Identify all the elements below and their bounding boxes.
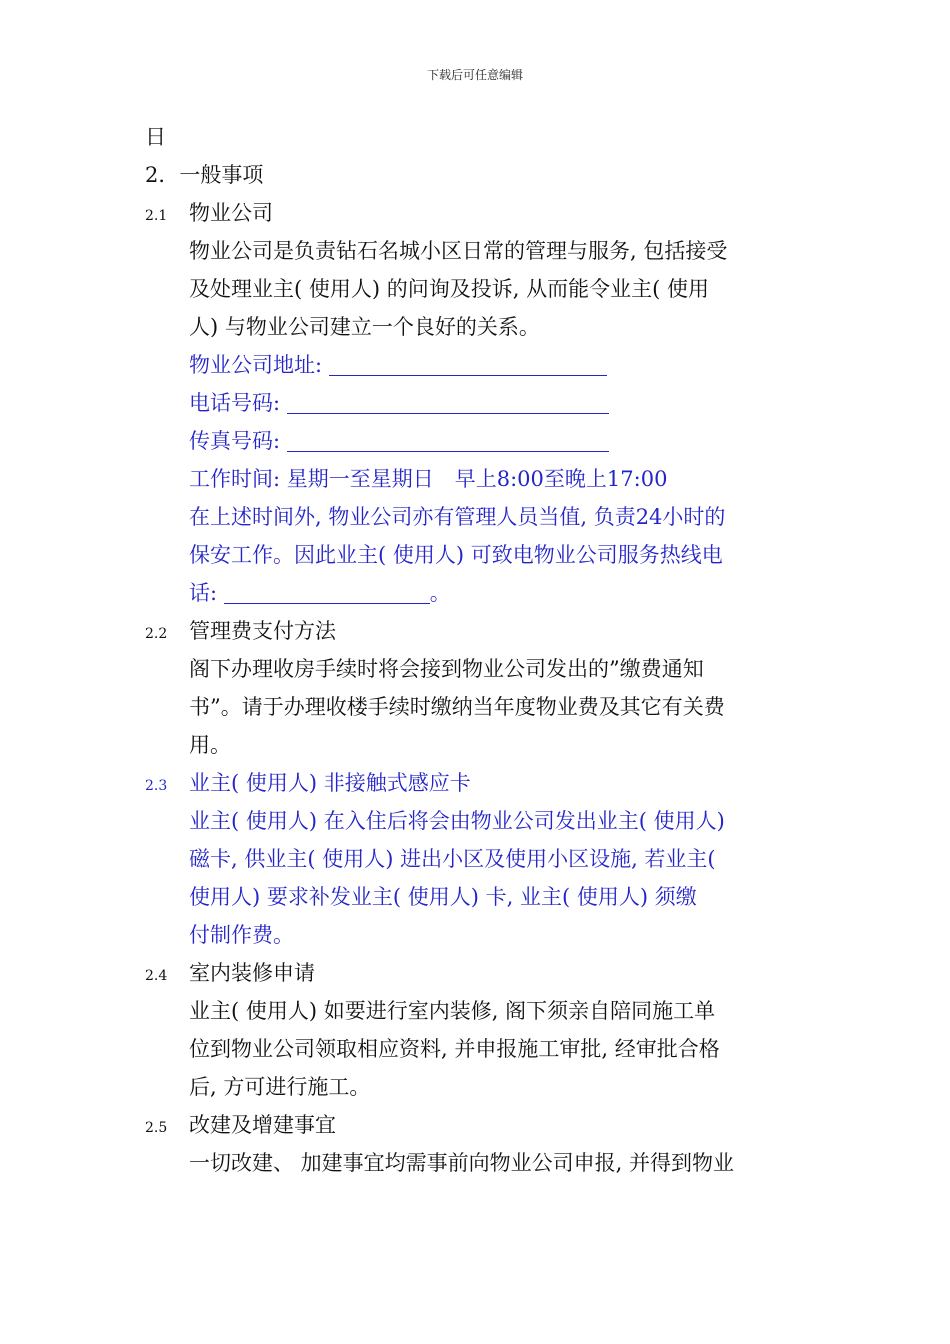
- paragraph-line: 在上述时间外, 物业公司亦有管理人员当值, 负责24小时的: [189, 505, 726, 529]
- paragraph-line: 磁卡, 供业主( 使用人) 进出小区及使用小区设施, 若业主(: [189, 847, 716, 871]
- paragraph-line: 后, 方可进行施工。: [189, 1075, 371, 1099]
- section-title: 物业公司: [189, 201, 273, 225]
- page-header: 下载后可任意编辑: [426, 68, 523, 82]
- phone-label: 电话号码:: [189, 391, 281, 415]
- paragraph-line: 付制作费。: [189, 923, 294, 947]
- paragraph-line: 及处理业主( 使用人) 的问询及投诉, 从而能令业主( 使用: [189, 277, 709, 301]
- paragraph-line: 保安工作。因此业主( 使用人) 可致电物业公司服务热线电: [189, 543, 723, 567]
- hotline-blank[interactable]: [224, 581, 430, 604]
- hotline-suffix: 。: [429, 581, 451, 605]
- section-title: 管理费支付方法: [189, 619, 336, 643]
- section-number: 2.1: [145, 208, 168, 224]
- paragraph-line: 用。: [189, 733, 231, 757]
- paragraph-line: 业主( 使用人) 如要进行室内装修, 阁下须亲自陪同施工单: [189, 999, 716, 1023]
- paragraph-line: 物业公司是负责钻石名城小区日常的管理与服务, 包括接受: [189, 239, 728, 263]
- section-title: 业主( 使用人) 非接触式感应卡: [189, 771, 471, 795]
- working-hours: 工作时间: 星期一至星期日 早上8:00至晚上17:00: [189, 467, 668, 491]
- section-number: 2.5: [145, 1120, 168, 1136]
- section-number: 2.2: [145, 626, 168, 642]
- paragraph-line: 阁下办理收房手续时将会接到物业公司发出的”缴费通知: [189, 657, 704, 681]
- fax-blank[interactable]: [287, 429, 609, 452]
- fax-label: 传真号码:: [189, 429, 281, 453]
- subsection-2-1: [145, 194, 825, 232]
- paragraph-line: 使用人) 要求补发业主( 使用人) 卡, 业主( 使用人) 须缴: [189, 885, 697, 909]
- paragraph-line: 人) 与物业公司建立一个良好的关系。: [189, 315, 540, 339]
- subsection-2-5: [145, 1106, 825, 1144]
- section-heading: 2．一般事项: [145, 163, 264, 187]
- subsection-2-3: [145, 764, 825, 802]
- address-blank[interactable]: [329, 353, 607, 376]
- section-number: 2.4: [145, 968, 168, 984]
- paragraph-line: 一切改建、 加建事宜均需事前向物业公司申报, 并得到物业: [189, 1151, 735, 1175]
- section-number: 2.3: [145, 778, 168, 794]
- paragraph-line: 书”。请于办理收楼手续时缴纳当年度物业费及其它有关费: [189, 695, 725, 719]
- subsection-2-2: [145, 612, 825, 650]
- paragraph-line: 位到物业公司领取相应资料, 并申报施工审批, 经审批合格: [189, 1037, 720, 1061]
- phone-field-line: [145, 384, 825, 422]
- phone-blank[interactable]: [287, 391, 609, 414]
- subsection-2-4: [145, 954, 825, 992]
- paragraph-line: 业主( 使用人) 在入住后将会由物业公司发出业主( 使用人): [189, 809, 725, 833]
- section-title: 改建及增建事宜: [189, 1113, 336, 1137]
- address-field-line: [145, 346, 825, 384]
- address-label: 物业公司地址:: [189, 353, 323, 377]
- document-body: [145, 118, 825, 1182]
- hotline-label: 话:: [189, 581, 218, 605]
- fax-field-line: [145, 422, 825, 460]
- hotline-field-line: [145, 574, 825, 612]
- text-line: 日: [145, 125, 166, 149]
- section-title: 室内装修申请: [189, 961, 315, 985]
